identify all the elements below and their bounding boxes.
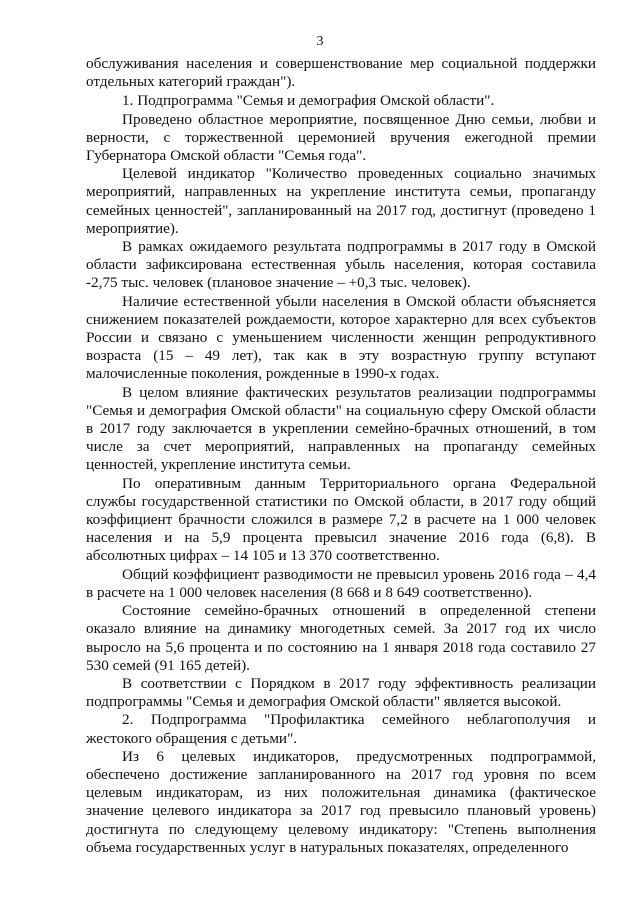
document-body: [86, 55, 596, 857]
page-number: 3: [316, 34, 324, 49]
paragraph-birth-rate: Наличие естественной убыли населения в Омской области объясняется снижением показателей рождаемости, которое характерно для всех субъектов России и связано с уменьшением численности женщин репродуктивного возраста (15 – 49 лет), так как в эту возрастную группу вступают малочисленные поколения, рожденные в 1990-х годах.: [86, 292, 596, 383]
paragraph-family-event: Проведено областное мероприятие, посвященное Дню семьи, любви и верности, с торжественной церемонией вручения ежегодной премии Губернатора Омской области "Семья года".: [86, 110, 596, 165]
paragraph-marriage-rate: По оперативным данным Территориального органа Федеральной службы государственной статистики по Омской области, в 2017 году общий коэффициент брачности сложился в размере 7,2 в расчете на 1 000 человек населения и на 5,9 процента превысил значение 2016 года (6,8). В абсолютных цифрах – 14 105 и 13 370 соответственно.: [86, 474, 596, 565]
paragraph-natural-decline: В рамках ожидаемого результата подпрограммы в 2017 году в Омской области зафиксирована естественная убыль населения, которая составила -2,75 тыс. человек (плановое значение – +0,3 тыс. человек).: [86, 238, 596, 292]
paragraph-large-families: Состояние семейно-брачных отношений в определенной степени оказало влияние на динамику многодетных семей. За 2017 год их число выросло на 5,6 процента и по состоянию на 1 января 2018 года составило 27 530 семей (91 165 детей).: [86, 602, 596, 674]
paragraph-efficiency: В соответствии с Порядком в 2017 году эффективность реализации подпрограммы "Семья и демография Омской области" является высокой.: [86, 674, 596, 711]
subprogram-heading-1: 1. Подпрограмма "Семья и демография Омской области".: [122, 92, 495, 110]
subprogram-heading-2: 2. Подпрограмма "Профилактика семейного неблагополучия и жестокого обращения с детьми".: [86, 711, 596, 747]
paragraph-indicators: Из 6 целевых индикаторов, предусмотренных подпрограммой, обеспечено достижение запланированного на 2017 год уровня по всем целевым индикаторам, из них положительная динамика (фактическое значение целевого индикатора за 2017 год превысило плановый уровень) достигнута по следующему целевому индикатору: "Степень выполнения объема государственных услуг в натуральных показателях, определенного: [86, 747, 596, 856]
paragraph-program-impact: В целом влияние фактических результатов реализации подпрограммы "Семья и демография Омской области" на социальную сферу Омской области в 2017 году заключается в укреплении семейно-брачных отношений, в том числе за счет мероприятий, направленных на пропаганду семейных ценностей, укрепление института семьи.: [86, 383, 596, 474]
paragraph-divorce-rate: Общий коэффициент разводимости не превысил уровень 2016 года – 4,4 в расчете на 1 000 человек населения (8 668 и 8 649 соответственно).: [86, 565, 596, 601]
paragraph-continuation: обслуживания населения и совершенствование мер социальной поддержки отдельных категорий граждан").: [86, 55, 596, 91]
paragraph-target-indicator: Целевой индикатор "Количество проведенных социально значимых мероприятий, направленных на укрепление института семьи, пропаганду семейных ценностей", запланированный на 2017 год, достигнут (проведено 1 мероприятие).: [86, 165, 596, 237]
